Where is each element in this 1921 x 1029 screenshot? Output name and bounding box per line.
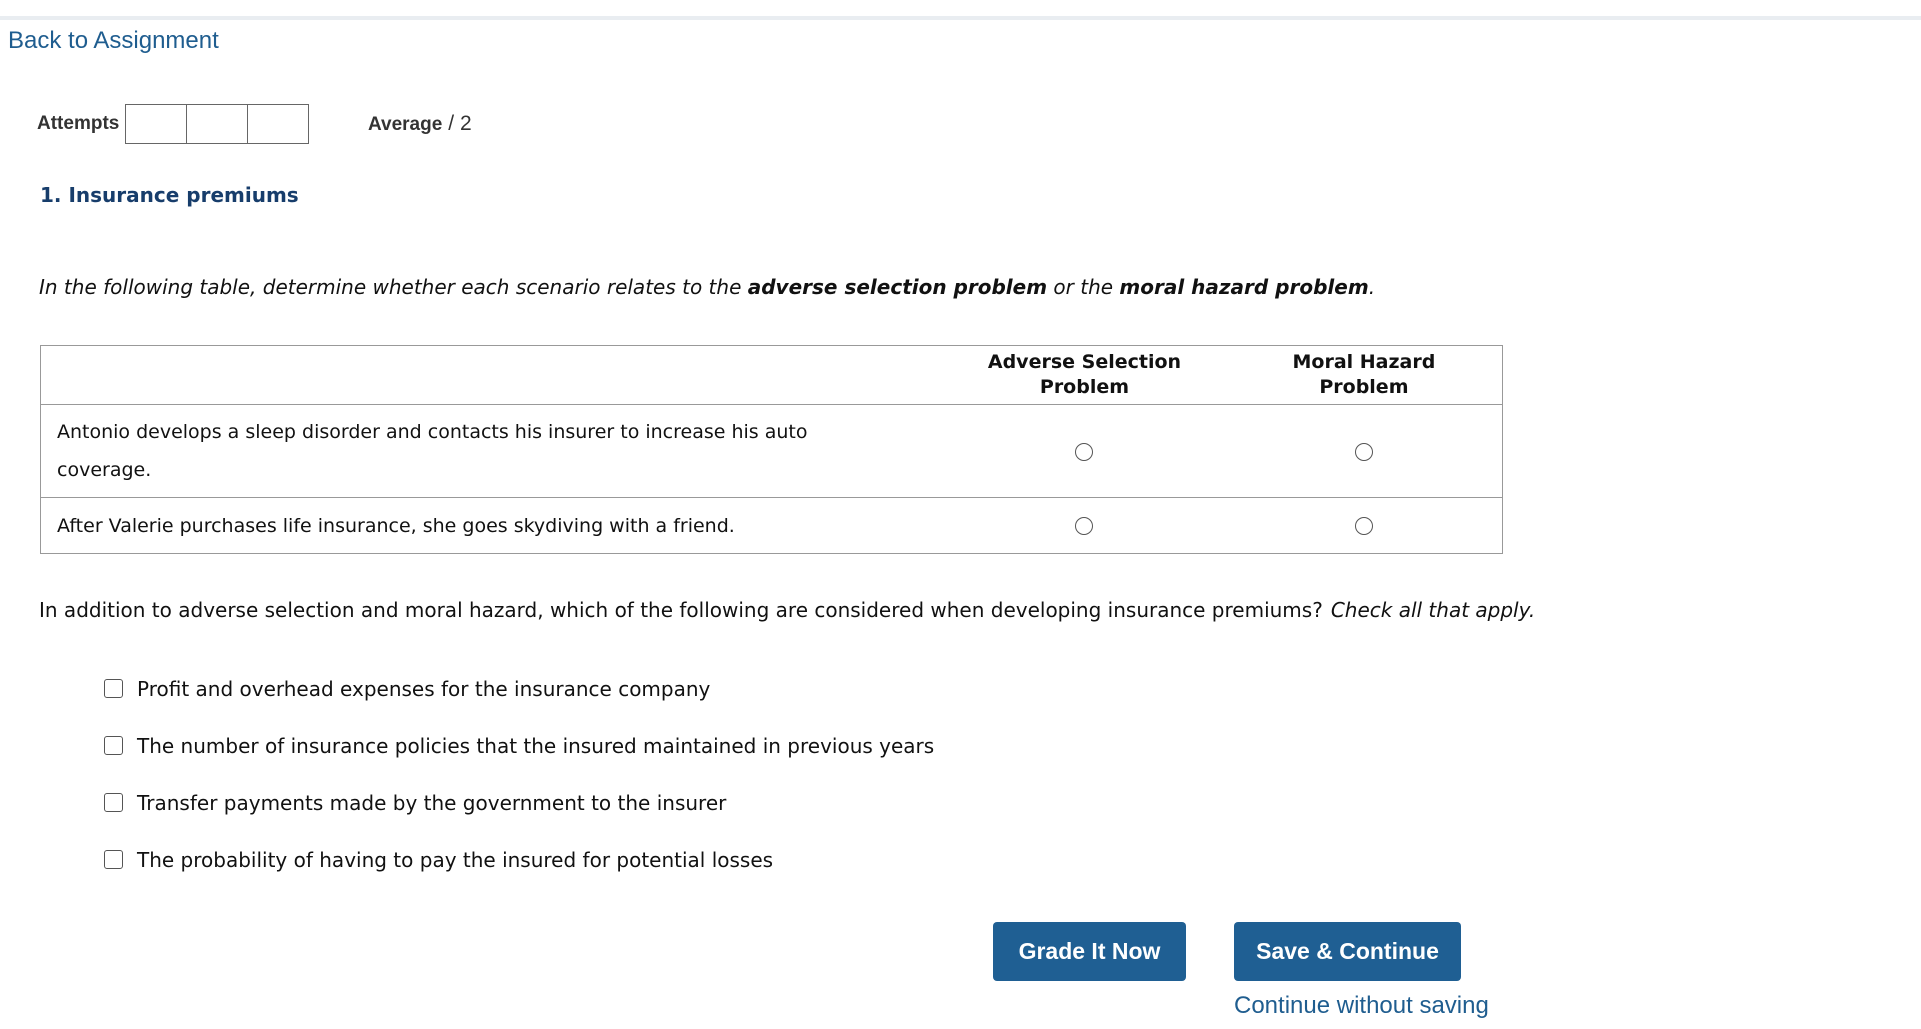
radio-moral-row2[interactable] xyxy=(1355,517,1373,535)
part2-text: In addition to adverse selection and moral hazard, which of the following are considered when developing insurance premiums? xyxy=(39,598,1323,622)
option-label: The number of insurance policies that the insured maintained in previous years xyxy=(137,733,935,758)
radio-moral-row1[interactable] xyxy=(1355,443,1373,461)
radio-cell-moral xyxy=(1226,498,1503,554)
option-label: Transfer payments made by the government to the insurer xyxy=(137,790,727,815)
part2-question xyxy=(39,598,1535,622)
average-score xyxy=(368,112,472,136)
question-instruction xyxy=(39,275,1375,299)
radio-cell-adverse xyxy=(943,498,1226,554)
attempt-box-2 xyxy=(186,104,248,144)
grade-it-now-button[interactable]: Grade It Now xyxy=(993,922,1186,981)
radio-cell-moral xyxy=(1226,405,1503,498)
average-label: Average xyxy=(368,114,443,135)
table-header-adverse: Adverse Selection Problem xyxy=(987,351,1182,398)
option-label: The probability of having to pay the insured for potential losses xyxy=(137,847,774,872)
attempt-box-3 xyxy=(247,104,309,144)
option-checkbox-3[interactable] xyxy=(104,793,123,812)
option-checkbox-2[interactable] xyxy=(104,736,123,755)
save-and-continue-button[interactable]: Save & Continue xyxy=(1234,922,1461,981)
option-checkbox-1[interactable] xyxy=(104,679,123,698)
attempt-box-1 xyxy=(125,104,187,144)
scenario-text: Antonio develops a sleep disorder and contacts his insurer to increase his auto coverage. xyxy=(41,405,944,498)
continue-without-saving-link[interactable]: Continue without saving xyxy=(1234,992,1489,1019)
option-item[interactable] xyxy=(104,774,934,831)
back-to-assignment-link[interactable]: Back to Assignment xyxy=(8,27,219,54)
average-value: / 2 xyxy=(448,112,472,135)
attempt-boxes xyxy=(125,104,308,144)
table-row xyxy=(41,498,1503,554)
attempts-label: Attempts xyxy=(37,113,120,134)
scenario-text: After Valerie purchases life insurance, she goes skydiving with a friend. xyxy=(41,498,944,554)
table-header-scenario xyxy=(41,346,944,405)
instruction-bold-adverse: adverse selection problem xyxy=(747,275,1048,299)
checkbox-options xyxy=(104,660,934,888)
option-item[interactable] xyxy=(104,717,934,774)
option-checkbox-4[interactable] xyxy=(104,850,123,869)
top-bar xyxy=(0,0,1921,20)
option-item[interactable] xyxy=(104,660,934,717)
question-title: 1. Insurance premiums xyxy=(40,183,299,207)
radio-adverse-row1[interactable] xyxy=(1075,443,1093,461)
instruction-text-3: . xyxy=(1368,275,1376,299)
instruction-text-1: In the following table, determine whether each scenario relates to the xyxy=(39,275,748,299)
radio-adverse-row2[interactable] xyxy=(1075,517,1093,535)
table-header-moral: Moral Hazard Problem xyxy=(1292,351,1436,398)
table-row xyxy=(41,405,1503,498)
option-label: Profit and overhead expenses for the insurance company xyxy=(137,676,711,701)
part2-hint: Check all that apply. xyxy=(1330,598,1536,622)
option-item[interactable] xyxy=(104,831,934,888)
radio-cell-adverse xyxy=(943,405,1226,498)
scenario-table xyxy=(40,345,1503,554)
instruction-bold-moral: moral hazard problem xyxy=(1119,275,1369,299)
instruction-text-2: or the xyxy=(1047,275,1120,299)
